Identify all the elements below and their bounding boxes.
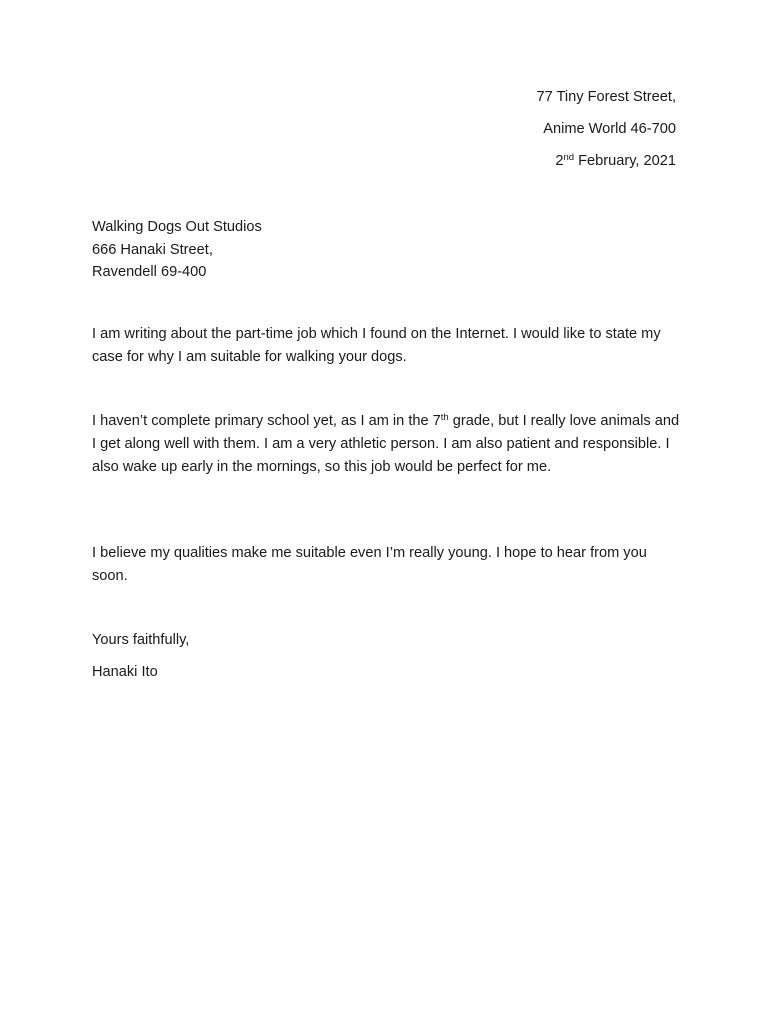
sender-street: 77 Tiny Forest Street,	[536, 89, 676, 105]
recipient-city: Ravendell 69-400	[92, 264, 207, 280]
date-day: 2	[555, 153, 564, 169]
recipient-address-block	[92, 216, 262, 284]
date-rest: February, 2021	[574, 153, 676, 169]
paragraph-2-end: grade, but I really love animals and I get along well with them. I am a very athletic person. I am also patient and responsible. I also wake up early in the mornings, so this job would be perfect for me.	[92, 413, 680, 475]
recipient-company: Walking Dogs Out Studios	[92, 219, 262, 235]
date-day-suffix: nd	[563, 152, 575, 163]
closing-salutation: Yours faithfully,	[92, 632, 190, 648]
body-paragraph-3: I believe my qualities make me suitable even I’m really young. I hope to hear from you soon.	[92, 545, 647, 584]
sender-city: Anime World 46-700	[543, 121, 676, 137]
grade-suffix: th	[440, 412, 449, 423]
body-paragraph-2	[92, 410, 682, 479]
letter-date	[536, 151, 676, 171]
paragraph-2-start: I haven’t complete primary school yet, as I am in the 7	[92, 413, 441, 429]
sender-address-block	[536, 87, 676, 171]
signature-name: Hanaki Ito	[92, 664, 158, 680]
body-paragraph-1: I am writing about the part-time job which I found on the Internet. I would like to state my case for why I am suitable for walking your dogs.	[92, 326, 661, 365]
recipient-street: 666 Hanaki Street,	[92, 241, 213, 258]
